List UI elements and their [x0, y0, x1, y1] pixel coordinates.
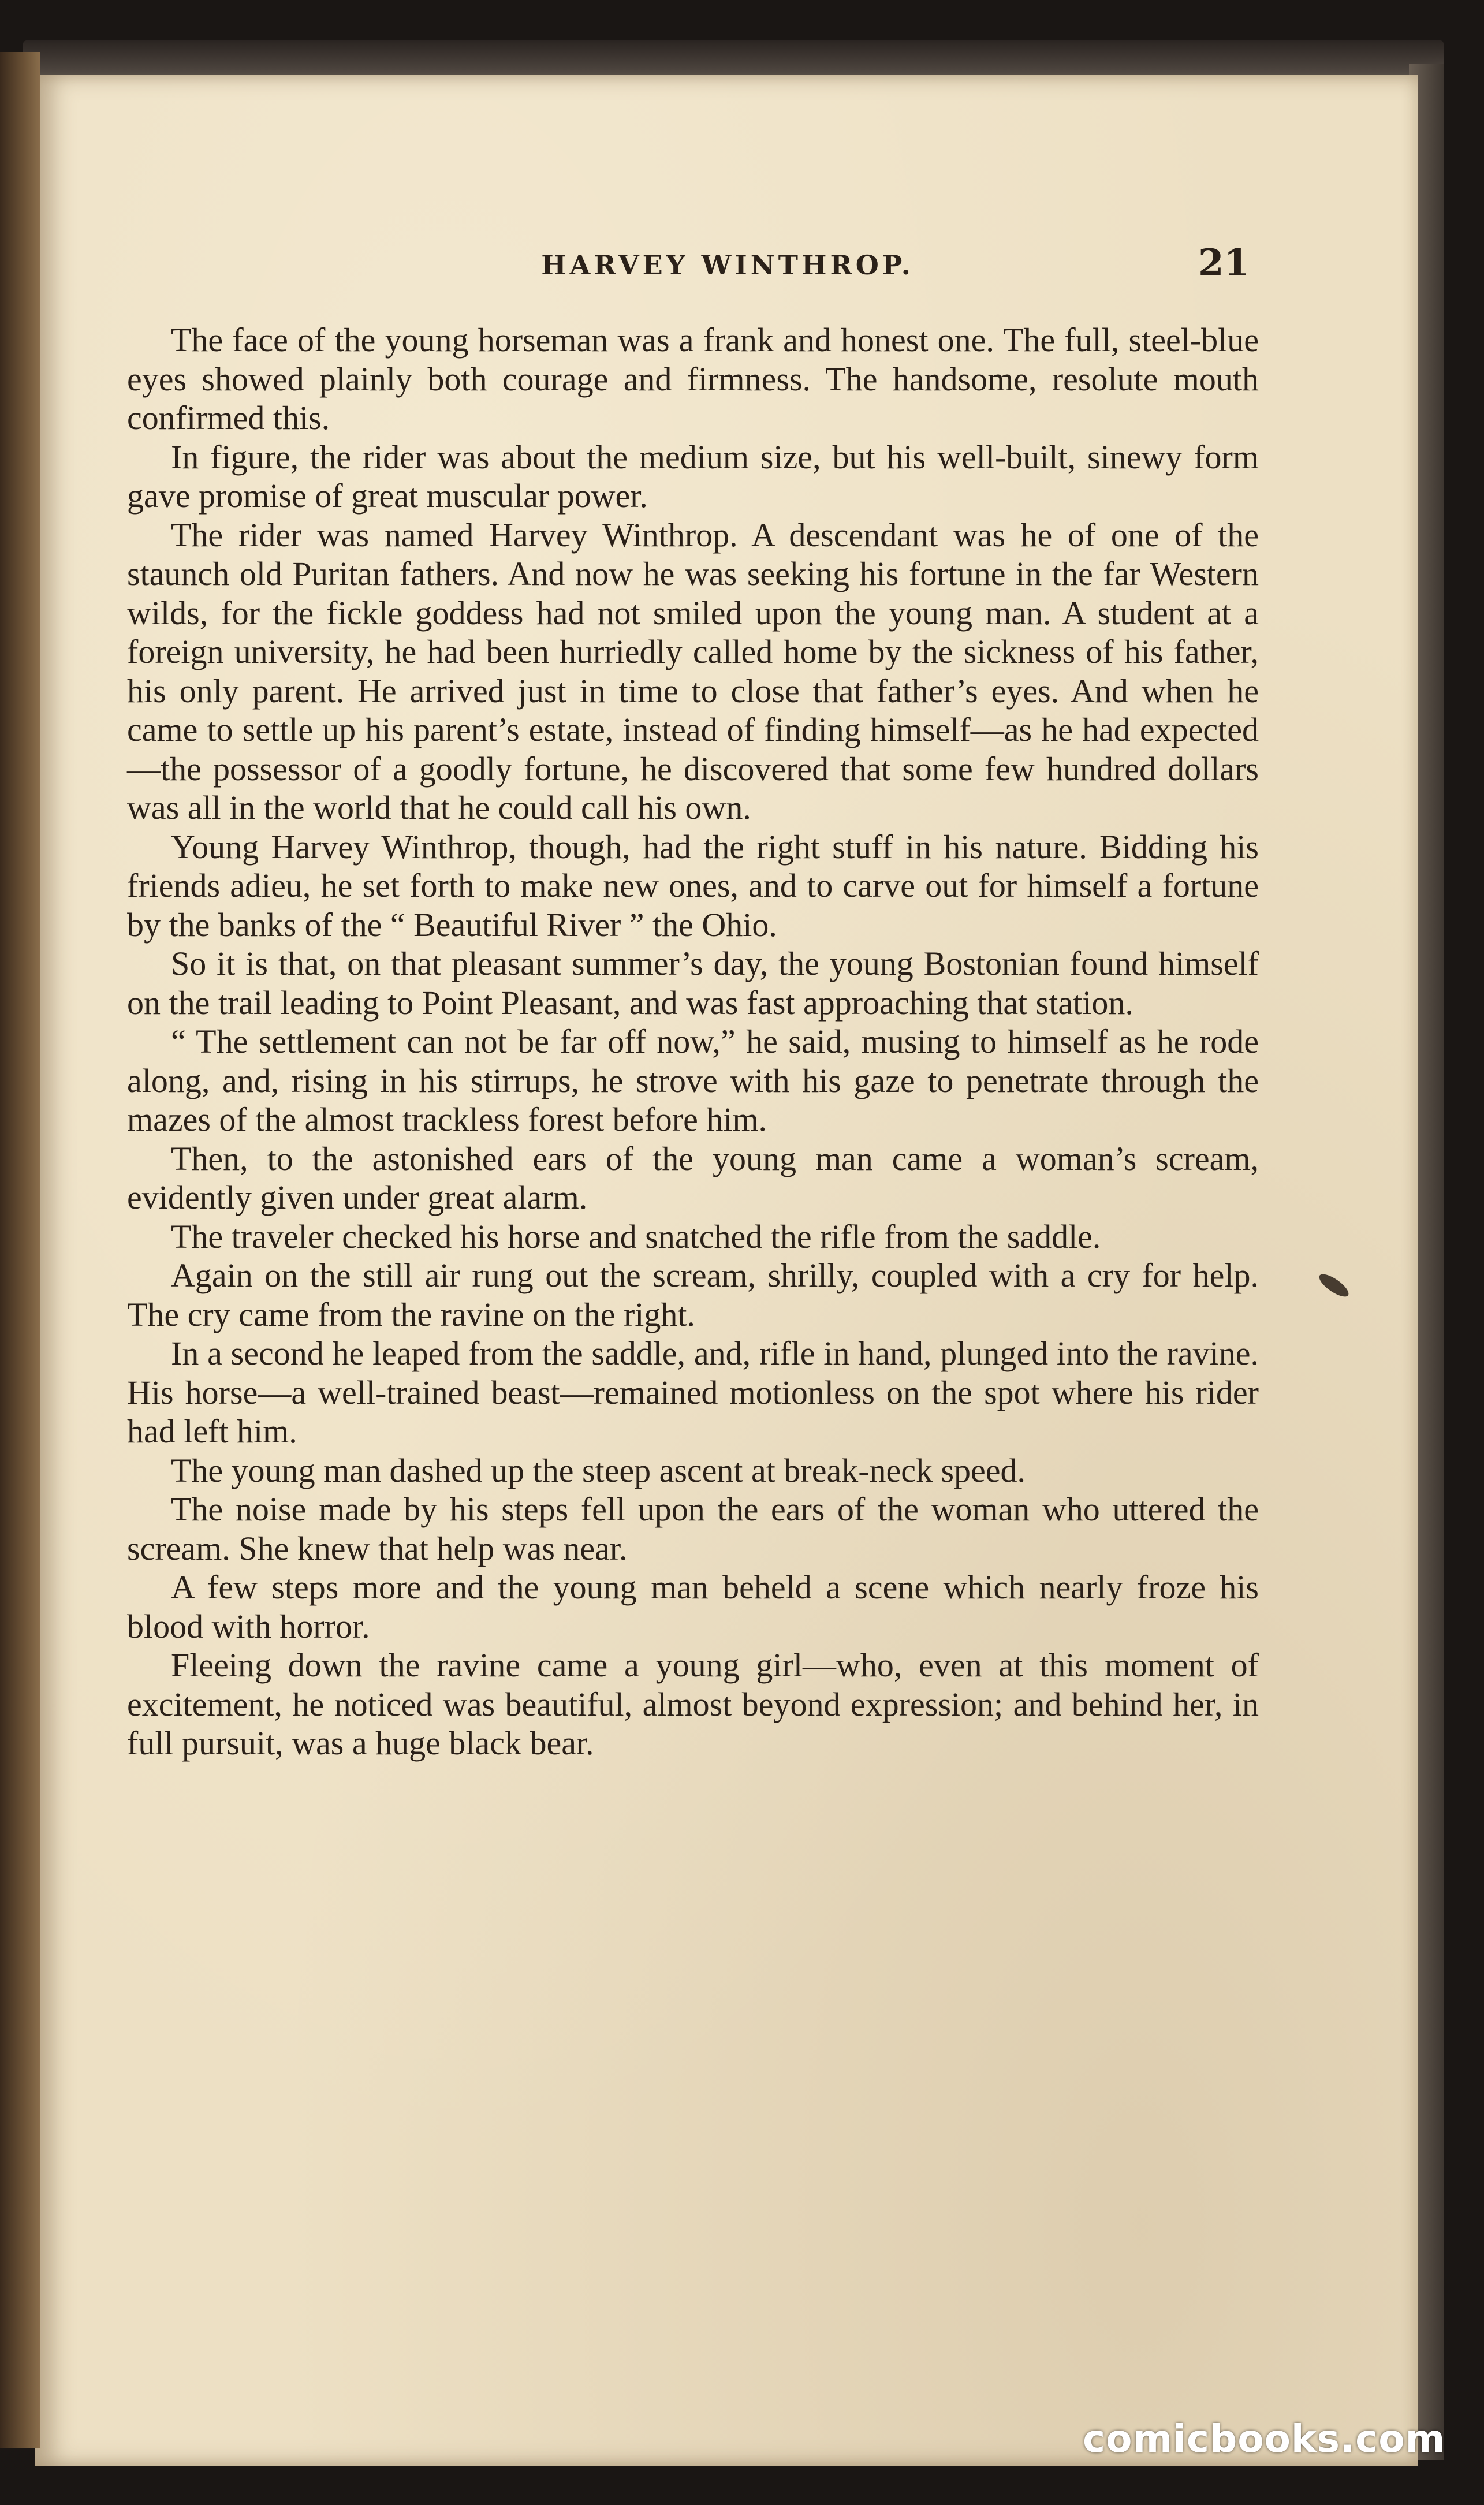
- running-head: HARVEY WINTHROP.: [541, 249, 914, 281]
- paragraph: In figure, the rider was about the medium size, but his well-built, sinewy form gave promise of great muscular power.: [127, 438, 1259, 515]
- paragraph: Young Harvey Winthrop, though, had the right stuff in his nature. Bidding his friends adieu, he set forth to make new ones, and to carve out for himself a fortune by the banks of the “ Beautiful River ” the Ohio.: [127, 827, 1259, 944]
- page-number: 21: [1198, 241, 1250, 285]
- paragraph: The traveler checked his horse and snatched the rifle from the saddle.: [171, 1217, 1101, 1255]
- paragraph: The face of the young horseman was a frank and honest one. The full, steel-blue eyes showed plainly both courage and firmness. The handsome, resolute mouth confirmed this.: [127, 321, 1259, 437]
- paragraph: Fleeing down the ravine came a young girl—who, even at this moment of excitement, he noticed was beautiful, almost beyond expression; and behind her, in full pursuit, was a huge black bear.: [127, 1646, 1259, 1762]
- paragraph: A few steps more and the young man beheld a scene which nearly froze his blood with horror.: [127, 1568, 1259, 1645]
- paragraph: “ The settlement can not be far off now,” he said, musing to himself as he rode along, and, rising in his stirrups, he strove with his gaze to penetrate through the mazes of the almost trackless forest before him.: [127, 1023, 1259, 1138]
- paragraph: The rider was named Harvey Winthrop. A descendant was he of one of the staunch old Puritan fathers. And now he was seeking his fortune in the far Western wilds, for the fickle goddess had not smiled upon the young man. A student at a foreign university, he had been hurriedly called home by the sickness of his father, his only parent. He arrived just in time to close that father’s eyes. And when he came to settle up his parent’s estate, instead of finding himself—as he had expected—the possessor of a goodly fortune, he discovered that some few hundred dollars was all in the world that he could call his own.: [127, 516, 1259, 826]
- paragraph: In a second he leaped from the saddle, and, rifle in hand, plunged into the ravine. His horse—a well-trained beast—remained motionless on the spot where his rider had left him.: [127, 1334, 1259, 1450]
- paragraph: Then, to the astonished ears of the young man came a woman’s scream, evidently given under great alarm.: [127, 1139, 1259, 1216]
- paragraph: The young man dashed up the steep ascent at break-neck speed.: [171, 1451, 1026, 1489]
- site-watermark: comicbooks.com: [1083, 2417, 1446, 2461]
- paragraph: The noise made by his steps fell upon the ears of the woman who uttered the scream. She knew that help was near.: [127, 1490, 1259, 1567]
- paragraph: So it is that, on that pleasant summer’s day, the young Bostonian found himself on the trail leading to Point Pleasant, and was fast approaching that station.: [127, 945, 1259, 1022]
- paragraph: Again on the still air rung out the scream, shrilly, coupled with a cry for help. The cry came from the ravine on the right.: [127, 1257, 1259, 1333]
- book-spine-edge: [0, 52, 40, 2448]
- body-text: [127, 320, 1259, 1763]
